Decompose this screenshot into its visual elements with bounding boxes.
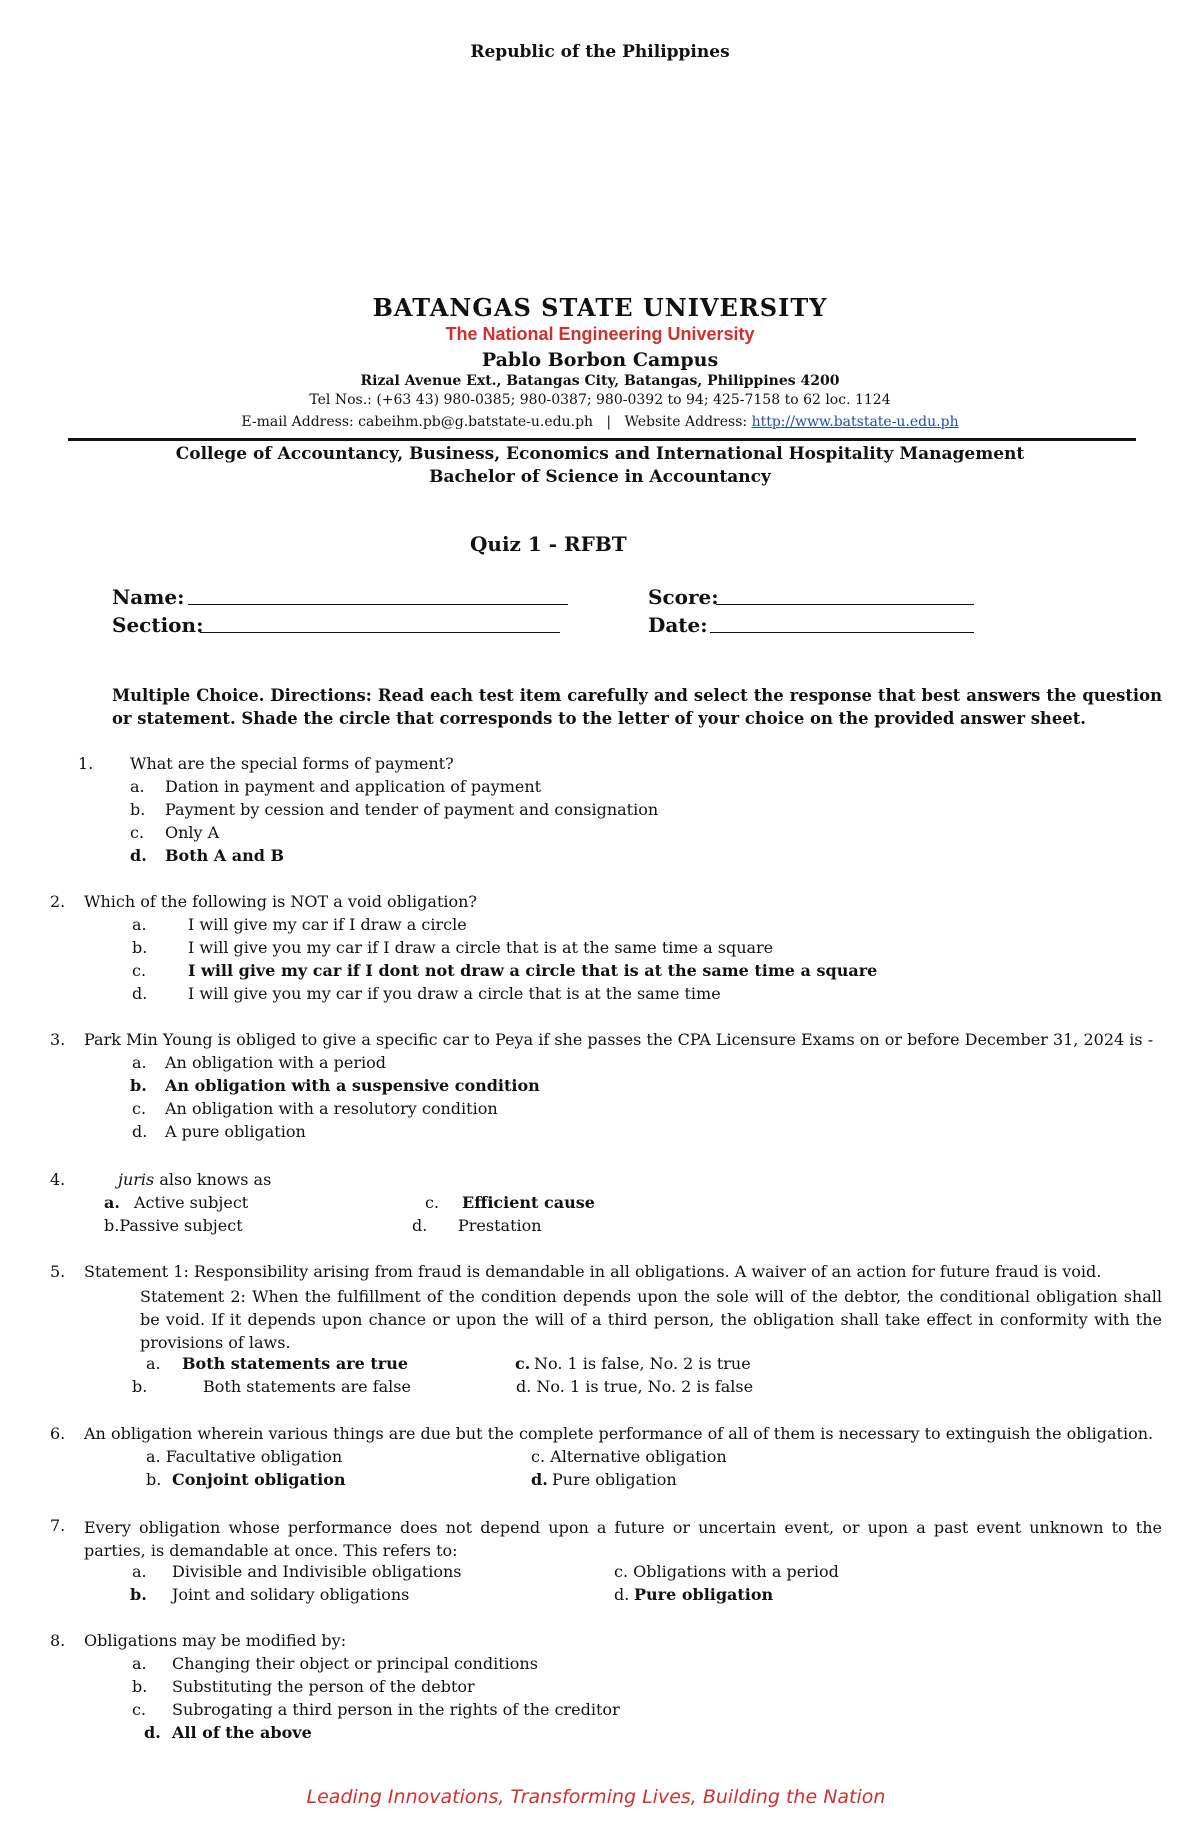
q4-letter-d: d. — [412, 1216, 428, 1235]
q6-option-c: c. Alternative obligation — [531, 1447, 727, 1466]
q6-option-d: Pure obligation — [552, 1470, 677, 1489]
name-label: Name: — [112, 585, 185, 609]
q6-letter-b: b. — [146, 1470, 162, 1489]
q3-option-a: An obligation with a period — [165, 1053, 387, 1072]
q1-letter-a: a. — [130, 777, 145, 796]
q7-letter-a: a. — [132, 1562, 147, 1581]
q2-letter-a: a. — [132, 915, 147, 934]
q4-option-c: Efficient cause — [462, 1193, 595, 1212]
q3-letter-a: a. — [132, 1053, 147, 1072]
q7-option-a: Divisible and Indivisible obligations — [172, 1562, 462, 1581]
university-name: BATANGAS STATE UNIVERSITY — [372, 293, 828, 322]
q8-letter-b: b. — [132, 1677, 148, 1696]
q4-number: 4. — [50, 1170, 66, 1189]
q2-option-b: I will give you my car if I draw a circle that is at the same time a square — [188, 938, 774, 957]
q3-letter-d: d. — [132, 1122, 148, 1141]
q8-letter-c: c. — [132, 1700, 147, 1719]
q8-option-b: Substituting the person of the debtor — [172, 1677, 475, 1696]
q3-letter-b: b. — [130, 1076, 147, 1095]
college-name: College of Accountancy, Business, Economics and International Hospitality Management — [175, 444, 1025, 464]
website-label: Website Address: — [624, 414, 748, 430]
q8-letter-a: a. — [132, 1654, 147, 1673]
q4-letter-c: c. — [425, 1193, 440, 1212]
q4-question — [118, 1170, 271, 1189]
q3-letter-c: c. — [132, 1099, 147, 1118]
q1-option-a: Dation in payment and application of payment — [165, 777, 542, 796]
website-link[interactable]: http://www.batstate-u.edu.ph — [751, 414, 959, 430]
q1-option-d: Both A and B — [165, 846, 285, 865]
q8-question: Obligations may be modified by: — [84, 1631, 347, 1650]
q5-option-a: Both statements are true — [182, 1354, 409, 1373]
q4-italic-term: juris — [118, 1170, 155, 1189]
program-name: Bachelor of Science in Accountancy — [429, 467, 771, 487]
q7-option-b: Joint and solidary obligations — [172, 1585, 410, 1604]
header-divider — [68, 438, 1136, 441]
q5-number: 5. — [50, 1262, 66, 1281]
q1-question: What are the special forms of payment? — [130, 754, 454, 773]
q2-letter-c: c. — [132, 961, 147, 980]
section-label: Section: — [112, 613, 204, 637]
q2-letter-d: d. — [132, 984, 148, 1003]
score-label: Score: — [648, 585, 719, 609]
q7-option-c: c. Obligations with a period — [614, 1562, 839, 1581]
q8-option-d: All of the above — [172, 1723, 312, 1742]
q6-question: An obligation wherein various things are due but the complete performance of all of them is necessary to extinguish the obligation. — [84, 1424, 1154, 1443]
q4-option-a: Active subject — [134, 1193, 249, 1212]
q5-statement-2: Statement 2: When the fulfillment of the condition depends upon the sole will of the debtor, the conditional obligation shall be void. If it depends upon chance or upon the will of a third person, the obligation shall take effect in conformity with the provisions of laws. — [140, 1287, 1162, 1352]
q5-option-d: d. No. 1 is true, No. 2 is false — [516, 1377, 754, 1396]
date-field[interactable] — [710, 632, 974, 633]
footer-motto: Leading Innovations, Transforming Lives, Building the Nation — [306, 1786, 886, 1808]
q2-option-a: I will give my car if I draw a circle — [188, 915, 467, 934]
q1-option-b: Payment by cession and tender of payment and consignation — [165, 800, 659, 819]
q3-option-c: An obligation with a resolutory condition — [165, 1099, 498, 1118]
directions: Multiple Choice. Directions: Read each test item carefully and select the response that best answers the question or statement. Shade the circle that corresponds to the letter of your choice on the provided answer sheet. — [112, 686, 1162, 728]
q1-option-c: Only A — [165, 823, 220, 842]
q8-option-c: Subrogating a third person in the rights of the creditor — [172, 1700, 620, 1719]
contact-separator: | — [606, 414, 612, 430]
republic-line: Republic of the Philippines — [470, 42, 730, 62]
q4-option-d: Prestation — [458, 1216, 542, 1235]
q7-letter-d: d. — [614, 1585, 630, 1604]
quiz-title: Quiz 1 - RFBT — [470, 532, 627, 556]
q5-option-b: Both statements are false — [203, 1377, 411, 1396]
q8-letter-d: d. — [144, 1723, 161, 1742]
q5-option-c: No. 1 is false, No. 2 is true — [534, 1354, 751, 1373]
q6-letter-d: d. — [531, 1470, 548, 1489]
q6-option-a: a. Facultative obligation — [146, 1447, 343, 1466]
q4-letter-a: a. — [104, 1193, 120, 1212]
email-address: E-mail Address: cabeihm.pb@g.batstate-u.edu.ph — [241, 414, 594, 430]
q1-letter-c: c. — [130, 823, 145, 842]
q7-number: 7. — [50, 1516, 66, 1535]
date-label: Date: — [648, 613, 708, 637]
university-tagline: The National Engineering University — [445, 324, 755, 344]
q2-number: 2. — [50, 892, 66, 911]
q3-question: Park Min Young is obliged to give a specific car to Peya if she passes the CPA Licensure Exams on or before December 31, 2024 is - — [84, 1030, 1154, 1049]
q2-letter-b: b. — [132, 938, 148, 957]
q7-letter-b: b. — [130, 1585, 147, 1604]
section-field[interactable] — [200, 632, 560, 633]
q1-letter-b: b. — [130, 800, 146, 819]
q5-letter-a: a. — [146, 1354, 161, 1373]
q3-number: 3. — [50, 1030, 66, 1049]
q5-letter-c: c. — [515, 1354, 531, 1373]
campus-address: Rizal Avenue Ext., Batangas City, Batangas, Philippines 4200 — [360, 373, 840, 389]
q7-question: Every obligation whose performance does not depend upon a future or uncertain event, or upon a past event unknown to the parties, is demandable at once. This refers to: — [84, 1518, 1162, 1560]
q3-option-b: An obligation with a suspensive condition — [165, 1076, 540, 1095]
q6-option-b: Conjoint obligation — [172, 1470, 346, 1489]
q1-number: 1. — [78, 754, 94, 773]
contact-line — [0, 414, 1200, 430]
q2-question: Which of the following is NOT a void obligation? — [84, 892, 477, 911]
score-field[interactable] — [716, 604, 974, 605]
q4-option-b: b.Passive subject — [104, 1216, 243, 1235]
q4-question-rest: also knows as — [154, 1170, 272, 1189]
q2-option-c: I will give my car if I dont not draw a circle that is at the same time a square — [188, 961, 878, 980]
q8-option-a: Changing their object or principal conditions — [172, 1654, 538, 1673]
q7-option-d: Pure obligation — [634, 1585, 774, 1604]
campus-name: Pablo Borbon Campus — [481, 349, 719, 371]
q8-number: 8. — [50, 1631, 66, 1650]
q5-letter-b: b. — [132, 1377, 148, 1396]
q5-statement-1: Statement 1: Responsibility arising from fraud is demandable in all obligations. A waiver of an action for future fraud is void. — [84, 1262, 1102, 1281]
q3-option-d: A pure obligation — [165, 1122, 306, 1141]
telephone-numbers: Tel Nos.: (+63 43) 980-0385; 980-0387; 980-0392 to 94; 425-7158 to 62 loc. 1124 — [309, 392, 891, 408]
q6-number: 6. — [50, 1424, 66, 1443]
q1-letter-d: d. — [130, 846, 147, 865]
q2-option-d: I will give you my car if you draw a circle that is at the same time — [188, 984, 721, 1003]
name-field[interactable] — [188, 604, 568, 605]
